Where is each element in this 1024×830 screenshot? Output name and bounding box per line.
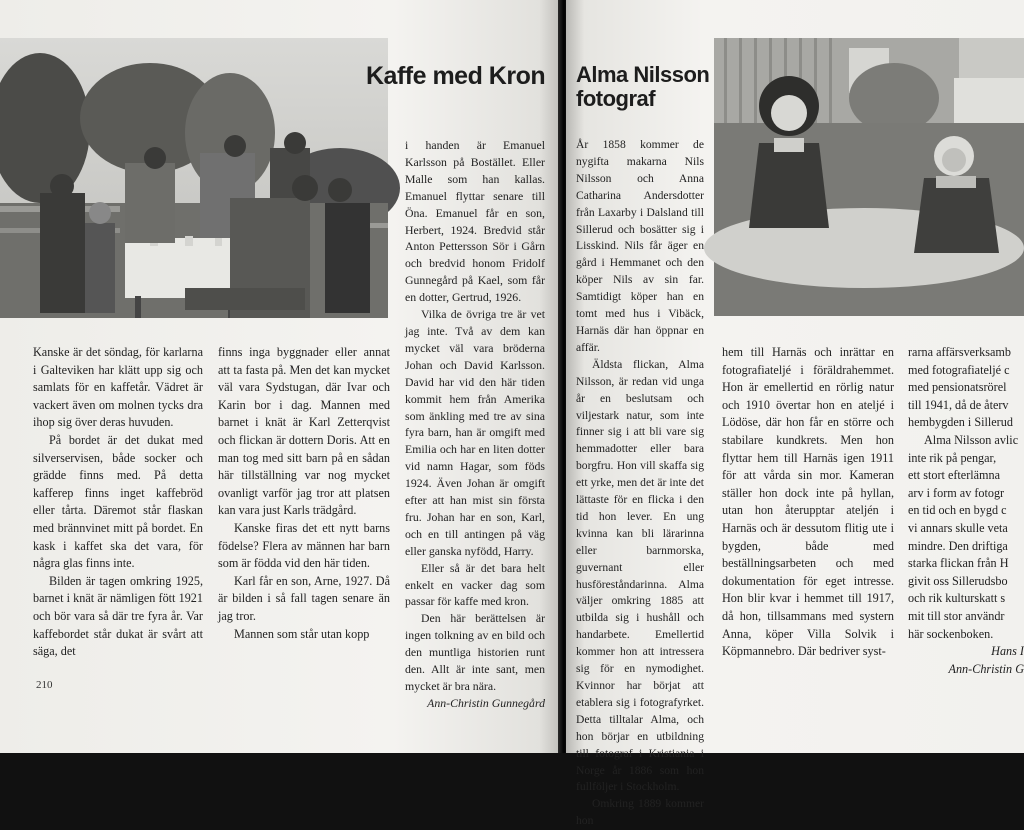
coffee-party-illustration — [0, 38, 388, 318]
paragraph: hem till Harnäs och inrättar en fotografiateljé i föräldrahemmet. Hon är emellertid en rörlig natur och 1910 övertar hon en ateljé i Lödöse, där hon får en större och stabilare kundkrets. Men hon flyttar hem till Harnäs igen 1911 för att vårda sin mor. Kameran ställer hon dock inte på hyllan, utan hon återupptar ateljén i Harnäs och är dessutom flitig ute i bygden, både med beställningsarbeten och med dokumentation för eget intresse. Hon blir kvar i hemmet till 1917, då hon, tillsammans med systern Anna, köper Villa Solvik i Köpmannebro. Där bedriver syst- — [722, 345, 894, 659]
paragraph: i handen är Emanuel Karlsson på Bostället. Eller Malle som han kallas. Emanuel flyttar senare till Öna. Emanuel får en son, Herbert, 1924. Bredvid står Anton Pettersson Sör i Gårn och bredvid honom Fridolf Gunnegård på Kael, som får en dotter, Gertrud, 1926. — [405, 138, 545, 305]
text-line: här sockenboken. — [908, 626, 994, 641]
text-line: en tid och en bygd c — [908, 503, 1007, 518]
page-number: 210 — [36, 679, 53, 691]
right-headline-line2: fotograf — [576, 86, 656, 111]
right-column-3-cropped — [908, 344, 1024, 678]
paragraph: finns inga byggnader eller annat att ta fasta på. Men det kan mycket väl vara Sydstugan, där Ivar och Karin bor i dag. Mannen med barnet i knät är Karl Zetterqvist och flickan är dottern Doris. Att en man tog med sitt barn på en sådan här tillställning var nog mycket ovanligt varför jag tror att platsen kan vara just Karls trädgård. — [218, 345, 390, 518]
text-line: mit till stor användr — [908, 608, 1005, 623]
paragraph: Kanske är det söndag, för karlarna i Galteviken har klätt upp sig och samlats för en kaffetår. Vädret är vackert även om molnen tycks dra ihop sig över deras huvuden. — [33, 345, 203, 430]
text-line: till 1941, då de återv — [908, 397, 1009, 412]
text-line: rarna affärsverksamb — [908, 345, 1011, 359]
text-line: med fotografiateljé c — [908, 362, 1010, 377]
text-line: med pensionatsrörel — [908, 380, 1007, 395]
paragraph: På bordet är det dukat med silverservisen, både socker och grädde finns med. På detta kafferep finns inget kaffebröd eller tårta. Däremot står flaskan med brännvinet mitt på bordet. En kask i kaffet ska det vara, för några glas finns inte. — [33, 432, 203, 571]
paragraph: Karl får en son, Arne, 1927. Då är bilden i så fall tagen senare än jag tror. — [218, 573, 390, 623]
paragraph: Bilden är tagen omkring 1925, barnet i knät är nämligen fött 1921 och bör vara så där tre fyra år. Var kaffebordet står dukat är svårt att säga, det — [33, 573, 203, 659]
paragraph: Äldsta flickan, Alma Nilsson, är redan vid unga år en beslutsam och viljestark natur, som inte finner sig i att bli vare sig hemmadotter eller bara borgfru. Hon vill skaffa sig ett yrke, men det är inte det lättaste för en flicka i den tid hon lever. En ung kvinna kan bli lärarinna eller barnmorska, guvernant eller husföreståndarinna. Alma väljer omkring 1885 att utbilda sig i hushåll och handarbete. Emellertid kommer hon att intressera sig för en nymodighet. Kvinnor har börjat att etablera sig i fotografyrket. Detta tilltalar Alma, och hon börjar en utbildning till fotograf i Kristiania i Norge år 1886 som hon fullföljer i Stockholm. — [576, 357, 704, 794]
paragraph: Vilka de övriga tre är vet jag inte. Två av dem kan mycket väl vara bröderna Johan och David Karlsson. David har vid den här tiden kommit hem från Amerika som änkling med tre av sina fyra barn, han är omgift med Emilia och har en liten dotter vid namn Hagar, som föds 1924. Även Johan är omgift efter att han mist sin första fru. Johan har en son, Karl, och en till antingen på väg eller ganska nyfödd, Harry. — [405, 307, 545, 558]
text-line: arv i form av fotogr — [908, 485, 1005, 500]
paragraph: År 1858 kommer de nygifta makarna Nils Nilsson och Anna Catharina Andersdotter från Laxarby i Dalsland till Sillerud och bosätter sig i Lisskind. Nils får äger en gård i Hemmanet och den köper Nils av sin far. Samtidigt köper han en tomt med hus i Vibäck, Harnäs där han öppnar en affär. — [576, 138, 704, 354]
children-photo — [714, 38, 1024, 316]
author-signature: Hans I — [991, 644, 1024, 659]
paragraph: Den här berättelsen är ingen tolkning av en bild och den muntliga historien runt den. Allt är inte sant, men mycket är bra nära. — [405, 611, 545, 693]
paragraph: Eller så är det bara helt enkelt en vacker dag som passar för kaffe med kron. — [405, 560, 545, 609]
left-headline: Kaffe med Kron — [366, 62, 546, 90]
text-line: mindre. Den driftiga — [908, 538, 1008, 553]
paragraph: Kanske firas det ett nytt barns födelse? Flera av männen har barn som är födda vid den här tiden. — [218, 520, 390, 571]
text-line: starka flickan från H — [908, 556, 1009, 571]
text-line: ett stort efterlämna — [908, 468, 1001, 483]
author-signature: Ann-Christin Gunnegård — [427, 695, 545, 710]
coffee-party-photo — [0, 38, 388, 318]
text-line: vi annars skulle veta — [908, 520, 1008, 535]
right-column-2 — [722, 344, 894, 661]
left-column-1 — [33, 344, 203, 661]
left-page — [0, 0, 562, 753]
text-line: och rik kulturskatt s — [908, 591, 1006, 606]
right-page — [566, 0, 1024, 828]
text-line: Alma Nilsson avlic — [924, 432, 1019, 447]
text-line: hembygden i Sillerud — [908, 415, 1013, 430]
left-column-3 — [405, 137, 545, 712]
paragraph: Mannen som står utan kopp — [234, 626, 370, 641]
right-headline-line1: Alma Nilsson — [576, 62, 710, 87]
author-signature: Ann-Christin G — [948, 661, 1024, 676]
paragraph: Omkring 1889 kommer hon — [576, 797, 704, 828]
text-line: givit oss Sillerudsbo — [908, 573, 1008, 588]
right-column-1 — [576, 137, 704, 830]
text-line: inte rik på pengar, — [908, 450, 997, 465]
left-column-2 — [218, 344, 390, 643]
children-illustration — [714, 38, 1024, 316]
